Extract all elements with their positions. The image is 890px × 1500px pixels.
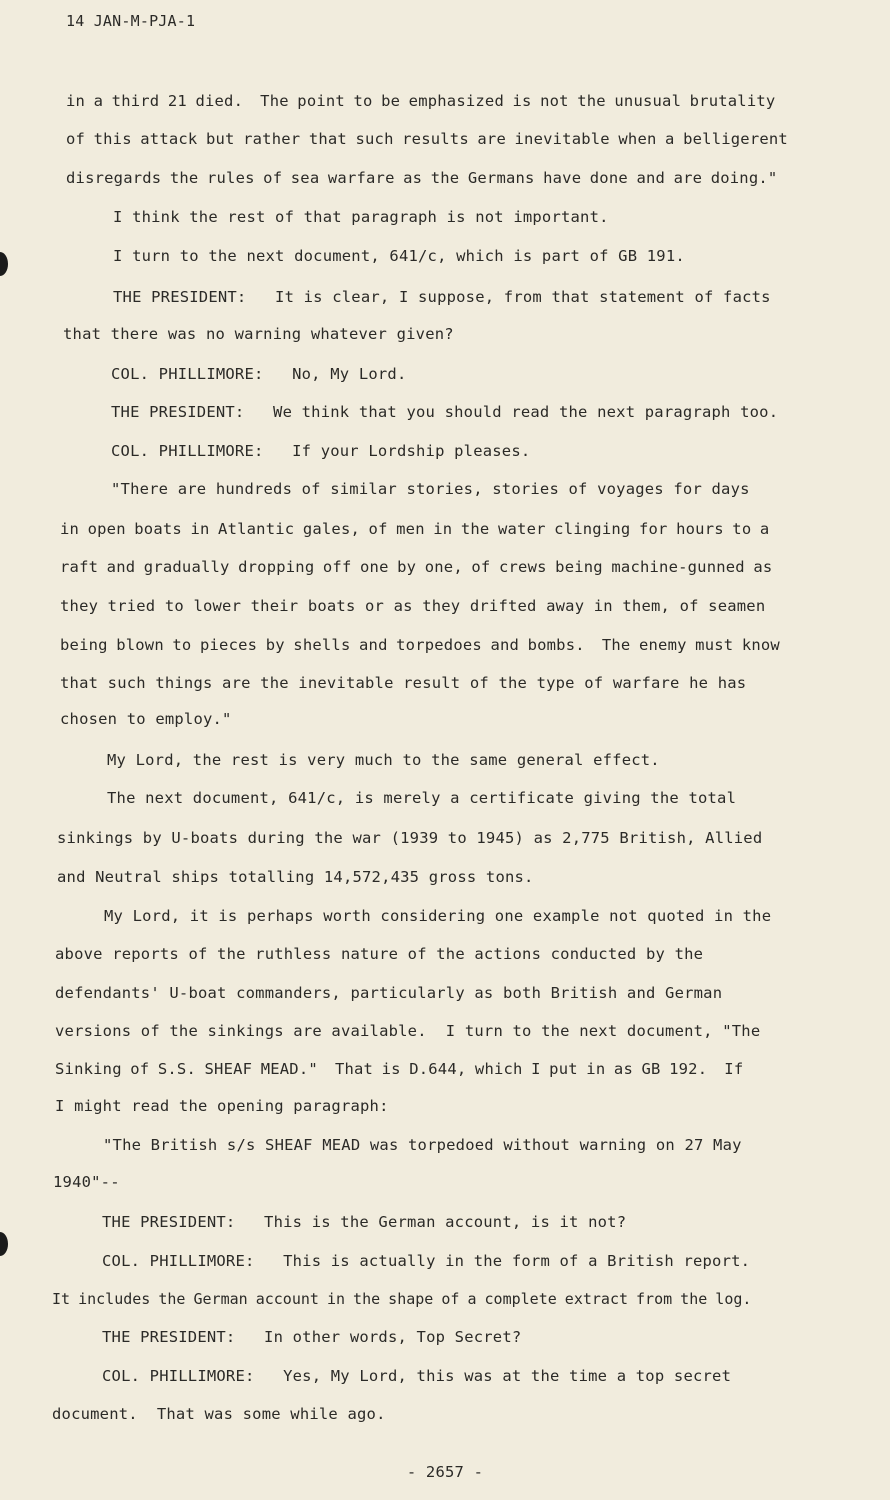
text-line: versions of the sinkings are available. I turn to the next document, "The: [55, 1022, 761, 1040]
text-line: THE PRESIDENT: We think that you should read the next paragraph too.: [111, 403, 779, 421]
text-line: and Neutral ships totalling 14,572,435 gross tons.: [57, 868, 534, 886]
text-line: My Lord, the rest is very much to the same general effect.: [107, 751, 660, 769]
punch-hole: [0, 1232, 8, 1256]
text-line: THE PRESIDENT: This is the German account, is it not?: [102, 1213, 627, 1231]
text-line: THE PRESIDENT: In other words, Top Secret?: [102, 1328, 522, 1346]
text-line: document. That was some while ago.: [52, 1405, 386, 1423]
text-line: Sinking of S.S. SHEAF MEAD." That is D.644, which I put in as GB 192. If: [55, 1060, 744, 1078]
text-line: being blown to pieces by shells and torpedoes and bombs. The enemy must know: [60, 636, 780, 654]
text-line: "The British s/s SHEAF MEAD was torpedoed without warning on 27 May: [103, 1136, 742, 1154]
text-line: I might read the opening paragraph:: [55, 1097, 389, 1115]
text-line: The next document, 641/c, is merely a certificate giving the total: [107, 789, 737, 807]
text-line: I think the rest of that paragraph is not important.: [113, 208, 609, 226]
text-line: COL. PHILLIMORE: No, My Lord.: [111, 365, 407, 383]
text-line: in a third 21 died. The point to be emphasized is not the unusual brutality: [66, 92, 776, 110]
text-line: "There are hundreds of similar stories, stories of voyages for days: [111, 480, 750, 498]
text-line: It includes the German account in the shape of a complete extract from the log.: [52, 1290, 752, 1308]
text-line: they tried to lower their boats or as they drifted away in them, of seamen: [60, 597, 766, 615]
text-line: disregards the rules of sea warfare as the Germans have done and are doing.": [66, 169, 778, 187]
text-line: that such things are the inevitable result of the type of warfare he has: [60, 674, 747, 692]
text-line: sinkings by U-boats during the war (1939 to 1945) as 2,775 British, Allied: [57, 829, 763, 847]
text-line: chosen to employ.": [60, 710, 232, 728]
text-line: that there was no warning whatever given?: [63, 325, 454, 343]
text-line: I turn to the next document, 641/c, which is part of GB 191.: [113, 247, 685, 265]
text-line: in open boats in Atlantic gales, of men in the water clinging for hours to a: [60, 520, 770, 538]
page-number: - 2657 -: [406, 1463, 484, 1481]
punch-hole: [0, 252, 8, 276]
text-line: 1940"--: [53, 1173, 120, 1191]
text-line: THE PRESIDENT: It is clear, I suppose, from that statement of facts: [113, 288, 771, 306]
text-line: COL. PHILLIMORE: If your Lordship pleases.: [111, 442, 531, 460]
text-line: COL. PHILLIMORE: This is actually in the form of a British report.: [102, 1252, 751, 1270]
text-line: My Lord, it is perhaps worth considering one example not quoted in the: [104, 907, 772, 925]
text-line: of this attack but rather that such results are inevitable when a belligerent: [66, 130, 788, 148]
text-line: raft and gradually dropping off one by one, of crews being machine-gunned as: [60, 558, 773, 576]
text-line: defendants' U-boat commanders, particularly as both British and German: [55, 984, 723, 1002]
text-line: COL. PHILLIMORE: Yes, My Lord, this was at the time a top secret: [102, 1367, 732, 1385]
text-line: above reports of the ruthless nature of the actions conducted by the: [55, 945, 704, 963]
page-header: 14 JAN-M-PJA-1: [66, 12, 196, 30]
